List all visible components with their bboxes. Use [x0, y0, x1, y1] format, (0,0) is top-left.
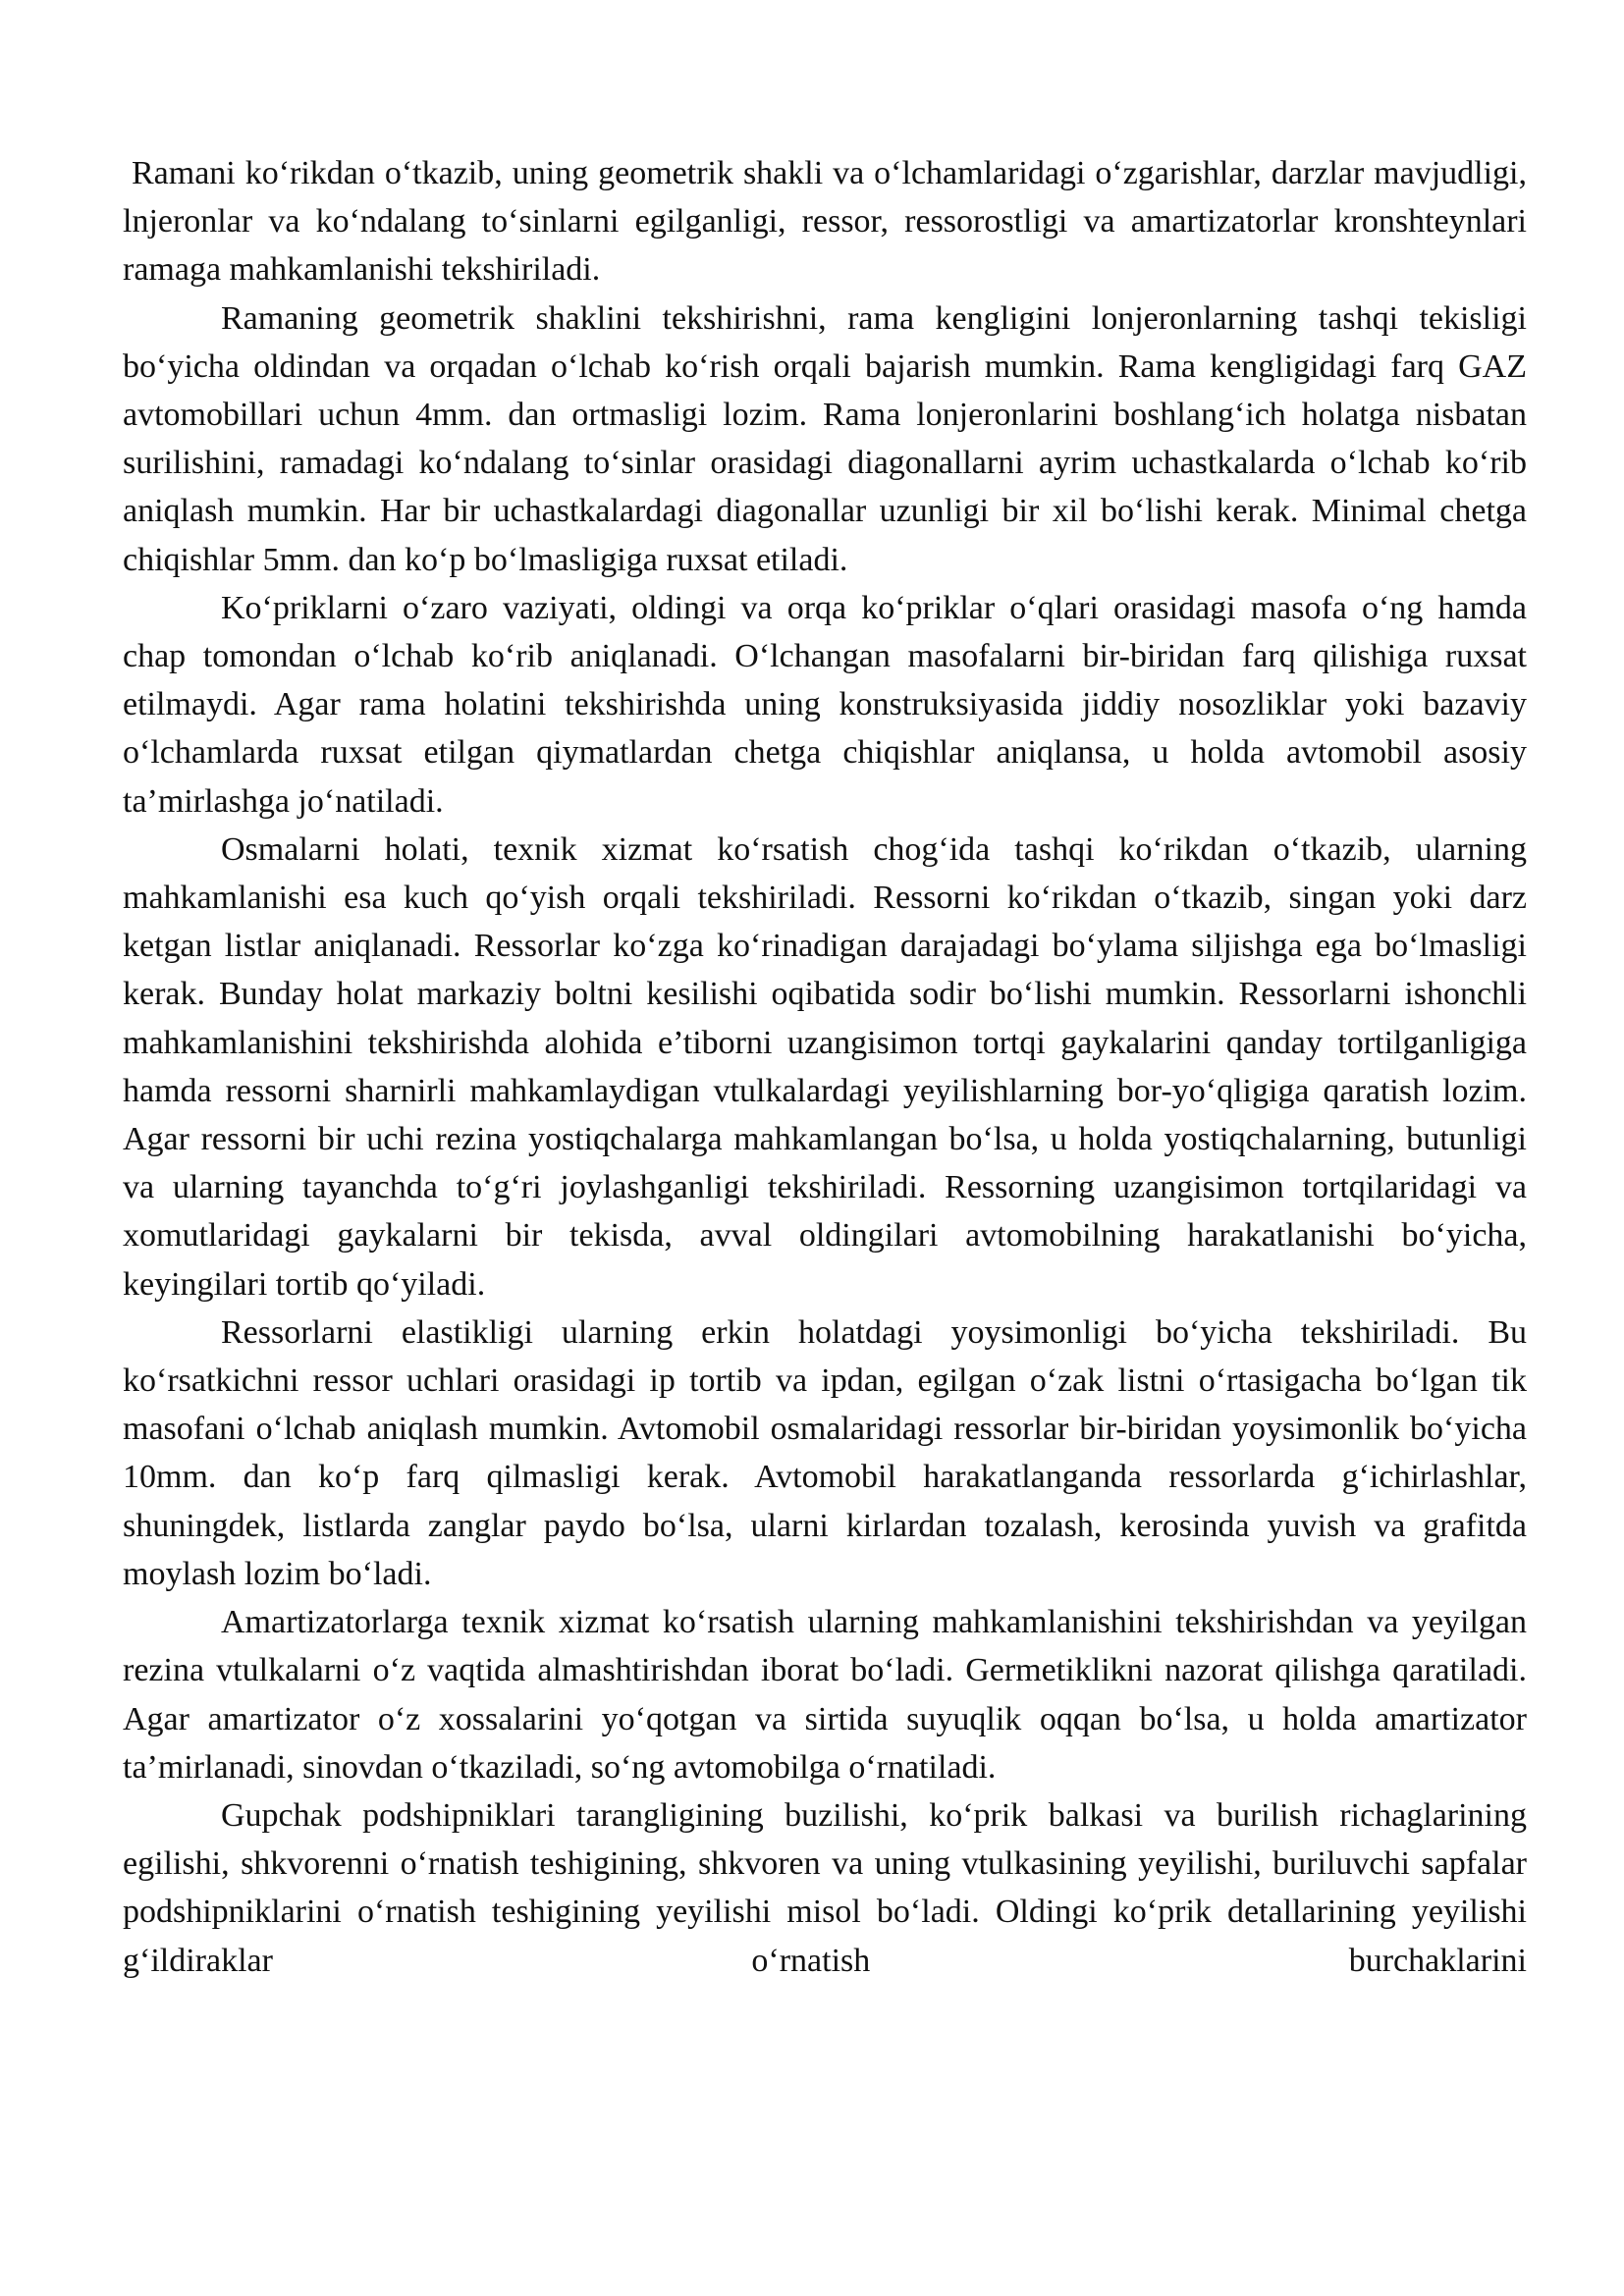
paragraph-frame-geometry: Ramaning geometrik shaklini tekshirishni, rama kengligini lonjeronlarning tashqi tekisligi bo‘yicha oldindan va orqadan o‘lchab ko‘rish orqali bajarish mumkin. Rama kengligidagi farq GAZ avtomobillari uchun 4mm. dan ortmasligi lozim. Rama lonjeronlarini boshlang‘ich holatga nisbatan surilishini, ramadagi ko‘ndalang to‘sinlar orasidagi diagonallarni ayrim uchastkalarda o‘lchab ko‘rib aniqlash mumkin. Har bir uchastkalardagi diagonallar uzunligi bir xil bo‘lishi kerak. Minimal chetga chiqishlar 5mm. dan ko‘p bo‘lmasligiga ruxsat etiladi.: [123, 299, 1527, 578]
paragraph-frame-inspection: Ramani ko‘rikdan o‘tkazib, uning geometrik shakli va o‘lchamlaridagi o‘zgarishlar, darzlar mavjudligi, lnjeronlar va ko‘ndalang to‘sinlarni egilganligi, ressor, ressorostligi va amartizatorlar kronshteynlari ramaga mahkamlanishi tekshiriladi.: [123, 155, 1527, 289]
document-page: [123, 149, 1527, 1985]
paragraph-hub-bearings: Gupchak podshipniklari tarangligining buzilishi, ko‘prik balkasi va burilish richaglarining egilishi, shkvorenni o‘rnatish teshigining, shkvoren va uning vtulkasining yeyilishi, buriluvchi sapfalar podshipniklarini o‘rnatish teshigining yeyilishi misol bo‘ladi. Oldingi ko‘prik detallarining yeyilishi g‘ildiraklar o‘rnatish burchaklarini: [123, 1796, 1527, 1979]
paragraph-spring-elasticity: Ressorlarni elastikligi ularning erkin holatdagi yoysimonligi bo‘yicha tekshiriladi. Bu ko‘rsatkichni ressor uchlari orasidagi ip tortib va ipdan, egilgan o‘zak listni o‘rtasigacha bo‘lgan tik masofani o‘lchab aniqlash mumkin. Avtomobil osmalaridagi ressorlar bir-biridan yoysimonlik bo‘yicha 10mm. dan ko‘p farq qilmasligi kerak. Avtomobil harakatlanganda ressorlarda g‘ichirlashlar, shuningdek, listlarda zanglar paydo bo‘lsa, ularni kirlardan tozalash, kerosinda yuvish va grafitda moylash lozim bo‘ladi.: [123, 1313, 1527, 1592]
paragraph-axle-position: Ko‘priklarni o‘zaro vaziyati, oldingi va orqa ko‘priklar o‘qlari orasidagi masofa o‘ng hamda chap tomondan o‘lchab ko‘rib aniqlanadi. O‘lchangan masofalarni bir-biridan farq qilishiga ruxsat etilmaydi. Agar rama holatini tekshirishda uning konstruksiyasida jiddiy nosozliklar yoki bazaviy o‘lchamlarda ruxsat etilgan qiymatlardan chetga chiqishlar aniqlansa, u holda avtomobil asosiy ta’mirlashga jo‘natiladi.: [123, 589, 1527, 820]
paragraph-suspension-springs: Osmalarni holati, texnik xizmat ko‘rsatish chog‘ida tashqi ko‘rikdan o‘tkazib, ularning mahkamlanishi esa kuch qo‘yish orqali tekshiriladi. Ressorni ko‘rikdan o‘tkazib, singan yoki darz ketgan listlar aniqlanadi. Ressorlar ko‘zga ko‘rinadigan darajadagi bo‘ylama siljishga ega bo‘lmasligi kerak. Bunday holat markaziy boltni kesilishi oqibatida sodir bo‘lishi mumkin. Ressorlarni ishonchli mahkamlanishini tekshirishda alohida e’tiborni uzangisimon tortqi gaykalarini qanday tortilganligiga hamda ressorni sharnirli mahkamlaydigan vtulkalardagi yeyilishlarning bor-yo‘qligiga qaratish lozim. Agar ressorni bir uchi rezina yostiqchalarga mahkamlangan bo‘lsa, u holda yostiqchalarning, butunligi va ularning tayanchda to‘g‘ri joylashganligi tekshiriladi. Ressorning uzangisimon tortqilaridagi va xomutlaridagi gaykalarni bir tekisda, avval oldingilari avtomobilning harakatlanishi bo‘yicha, keyingilari tortib qo‘yiladi.: [123, 830, 1527, 1303]
paragraph-shock-absorbers: Amartizatorlarga texnik xizmat ko‘rsatish ularning mahkamlanishini tekshirishdan va yeyilgan rezina vtulkalarni o‘z vaqtida almashtirishdan iborat bo‘ladi. Germetiklikni nazorat qilishga qaratiladi. Agar amartizator o‘z xossalarini yo‘qotgan va sirtida suyuqlik oqqan bo‘lsa, u holda amartizator ta’mirlanadi, sinovdan o‘tkaziladi, so‘ng avtomobilga o‘rnatiladi.: [123, 1604, 1527, 1786]
